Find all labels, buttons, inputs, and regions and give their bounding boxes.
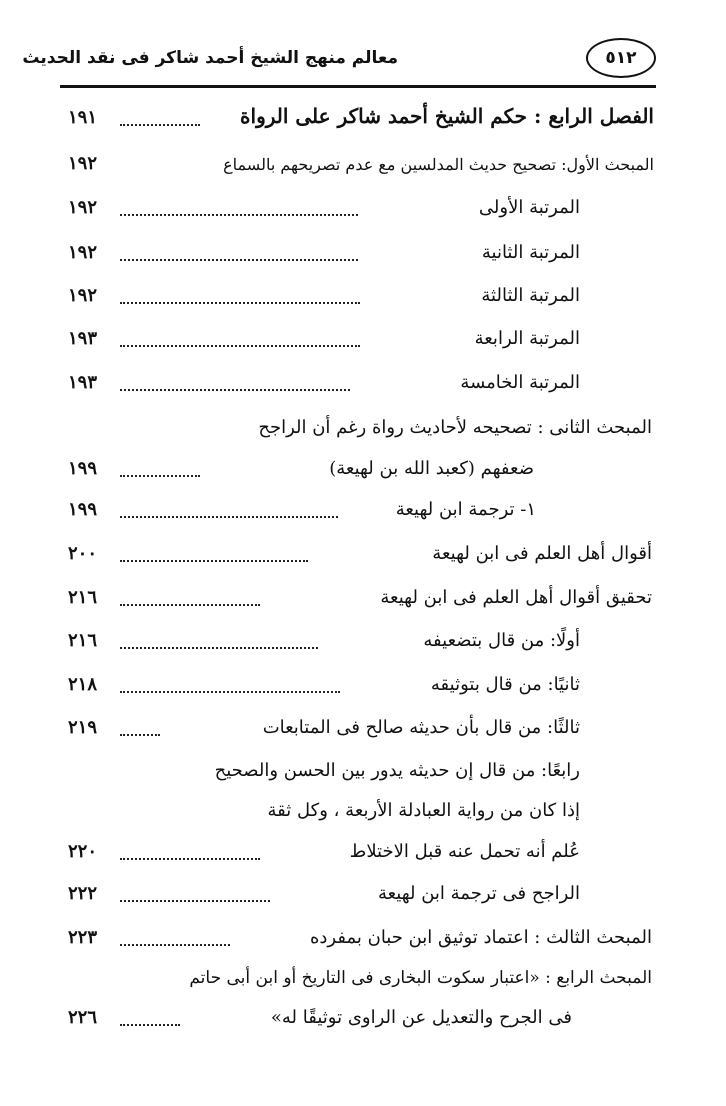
toc-row: [68, 484, 654, 524]
leader-dots: [120, 202, 358, 216]
toc-page-number: ١٩٣: [68, 372, 98, 393]
toc-row: [68, 826, 654, 866]
toc-row: [68, 659, 654, 699]
toc-page-number: ٢٠٠: [68, 543, 98, 564]
toc-row: [68, 92, 654, 132]
toc-entry-text: المرتبة الرابعة: [474, 328, 580, 349]
leader-dots: [120, 377, 350, 391]
toc-row: [68, 402, 654, 442]
toc-entry-text: ١- ترجمة ابن لهيعة: [395, 499, 536, 520]
leader-dots: [120, 722, 160, 736]
toc-entry-text: المرتبة الثالثة: [481, 285, 580, 306]
leader-dots: [120, 463, 200, 477]
toc-page-number: ١٩٢: [68, 242, 98, 263]
leader-dots: [120, 635, 318, 649]
toc-row: [68, 785, 654, 825]
leader-dots: [120, 592, 260, 606]
toc-entry-text: أقوال أهل العلم فى ابن لهيعة: [432, 543, 652, 564]
leader-dots: [120, 548, 308, 562]
toc-page-number: ٢١٦: [68, 630, 98, 651]
toc-row: [68, 528, 654, 568]
toc-entry-text: الفصل الرابع : حكم الشيخ أحمد شاكر على الرواة: [240, 104, 654, 128]
toc-row: [68, 745, 654, 785]
toc-entry-text: المبحث الثانى : تصحيحه لأحاديث رواة رغم أن الراجح: [258, 417, 652, 438]
toc-page-number: ١٩٩: [68, 458, 98, 479]
leader-dots: [120, 932, 230, 946]
toc-row: [68, 572, 654, 612]
toc-entry-text: المبحث الرابع : «اعتبار سكوت البخارى فى التاريخ أو ابن أبى حاتم: [189, 968, 652, 988]
toc-page-number: ٢١٨: [68, 674, 98, 695]
toc-page-number: ١٩١: [68, 107, 98, 128]
leader-dots: [120, 504, 338, 518]
page-header: [22, 30, 656, 86]
toc-row: [68, 357, 654, 397]
toc-row: [68, 227, 654, 267]
toc-page-number: ٢٢٦: [68, 1007, 98, 1028]
leader-dots: [120, 290, 360, 304]
toc-row: [68, 313, 654, 353]
toc-row: [68, 138, 654, 178]
toc-page-number: ١٩٢: [68, 197, 98, 218]
toc-entry-text: رابعًا: من قال إن حديثه يدور بين الحسن والصحيح: [214, 760, 580, 781]
toc-entry-text: عُلم أنه تحمل عنه قبل الاختلاط: [349, 841, 580, 862]
toc-entry-text: ثانيًا: من قال بتوثيقه: [430, 674, 580, 695]
leader-dots: [120, 888, 270, 902]
leader-dots: [120, 1012, 180, 1026]
toc-page-number: ٢١٩: [68, 717, 98, 738]
page-number: ٥١٢: [586, 38, 656, 78]
toc-entry-text: ثالثًا: من قال بأن حديثه صالح فى المتابعات: [262, 717, 580, 738]
toc-row: [68, 182, 654, 222]
header-rule: [60, 85, 656, 88]
toc-row: [68, 443, 654, 483]
toc-entry-text: المبحث الثالث : اعتماد توثيق ابن حبان بمفرده: [309, 927, 652, 948]
toc-page-number: ٢٢٣: [68, 927, 98, 948]
toc-entry-text: تحقيق أقوال أهل العلم فى ابن لهيعة: [380, 587, 652, 608]
toc-row: [68, 992, 654, 1032]
leader-dots: [120, 247, 358, 261]
toc-page-number: ٢٢٠: [68, 841, 98, 862]
toc-page-number: ١٩٢: [68, 153, 98, 174]
toc-entry-text: فى الجرح والتعديل عن الراوى توثيقًا له»: [270, 1007, 572, 1028]
toc-entry-text: المرتبة الثانية: [481, 242, 580, 263]
toc-row: [68, 868, 654, 908]
toc-entry-text: ضعفهم (كعبد الله بن لهيعة): [329, 458, 534, 479]
running-title: معالم منهج الشيخ أحمد شاكر فى نقد الحديث: [22, 48, 398, 68]
toc-entry-text: المرتبة الخامسة: [460, 372, 580, 393]
toc-page-number: ١٩٩: [68, 499, 98, 520]
toc-row: [68, 270, 654, 310]
toc-page-number: ٢٢٢: [68, 883, 98, 904]
toc-entry-text: أولًا: من قال بتضعيفه: [423, 630, 580, 651]
toc-row: [68, 615, 654, 655]
leader-dots: [120, 112, 200, 126]
leader-dots: [120, 846, 260, 860]
toc-entry-text: إذا كان من رواية العبادلة الأربعة ، وكل ثقة: [267, 800, 580, 821]
toc-row: [68, 952, 654, 992]
toc-entry-text: المرتبة الأولى: [478, 197, 580, 218]
toc-entry-text: الراجح فى ترجمة ابن لهيعة: [377, 883, 580, 904]
toc-page-number: ١٩٢: [68, 285, 98, 306]
leader-dots: [120, 679, 340, 693]
leader-dots: [120, 333, 360, 347]
toc-page-number: ١٩٣: [68, 328, 98, 349]
toc-entry-text: المبحث الأول: تصحيح حديث المدلسين مع عدم تصريحهم بالسماع: [223, 155, 654, 174]
toc-row: [68, 912, 654, 952]
toc-page-number: ٢١٦: [68, 587, 98, 608]
toc-row: [68, 702, 654, 742]
